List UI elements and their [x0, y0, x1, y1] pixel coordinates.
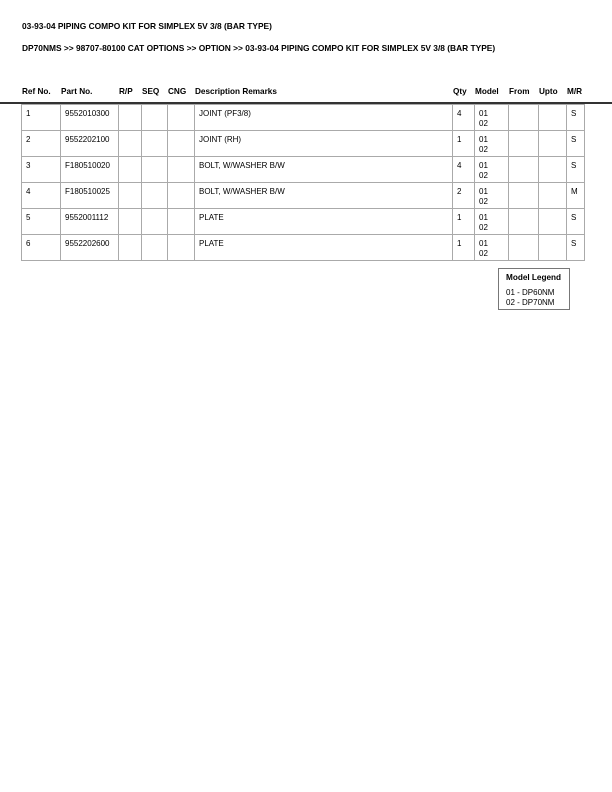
table-row[interactable]	[22, 131, 585, 157]
cell-rp	[119, 131, 142, 157]
cell-from	[509, 157, 539, 183]
cell-mr: S	[567, 157, 585, 183]
cell-seq	[142, 209, 168, 235]
cell-seq	[142, 157, 168, 183]
cell-model	[475, 209, 509, 235]
cell-description: PLATE	[195, 209, 453, 235]
model-code: 01	[479, 187, 488, 196]
model-legend-title: Model Legend	[506, 273, 562, 282]
cell-upto	[539, 105, 567, 131]
cell-ref-no: 6	[22, 235, 61, 261]
cell-upto	[539, 157, 567, 183]
cell-ref-no: 3	[22, 157, 61, 183]
page-title: 03-93-04 PIPING COMPO KIT FOR SIMPLEX 5V 3/8 (BAR TYPE)	[22, 21, 272, 31]
cell-from	[509, 235, 539, 261]
model-legend-item: 02 - DP70NM	[506, 298, 555, 307]
cell-upto	[539, 209, 567, 235]
cell-qty: 2	[453, 183, 475, 209]
cell-cng	[168, 235, 195, 261]
header-description: Description Remarks	[195, 87, 277, 96]
cell-part-no: 9552202100	[61, 131, 119, 157]
cell-description: JOINT (RH)	[195, 131, 453, 157]
model-code: 02	[479, 171, 488, 180]
table-row[interactable]	[22, 235, 585, 261]
header-from: From	[509, 87, 530, 96]
cell-model	[475, 131, 509, 157]
model-code: 01	[479, 109, 488, 118]
cell-mr: M	[567, 183, 585, 209]
cell-model	[475, 157, 509, 183]
cell-seq	[142, 131, 168, 157]
cell-mr: S	[567, 131, 585, 157]
header-model: Model	[475, 87, 499, 96]
cell-cng	[168, 209, 195, 235]
cell-description: BOLT, W/WASHER B/W	[195, 183, 453, 209]
cell-cng	[168, 105, 195, 131]
header-upto: Upto	[539, 87, 558, 96]
model-code: 01	[479, 213, 488, 222]
cell-ref-no: 2	[22, 131, 61, 157]
cell-description: JOINT (PF3/8)	[195, 105, 453, 131]
cell-rp	[119, 183, 142, 209]
cell-model	[475, 105, 509, 131]
table-row[interactable]	[22, 183, 585, 209]
model-code: 01	[479, 239, 488, 248]
cell-model	[475, 235, 509, 261]
cell-description: BOLT, W/WASHER B/W	[195, 157, 453, 183]
header-qty: Qty	[453, 87, 467, 96]
cell-ref-no: 1	[22, 105, 61, 131]
cell-rp	[119, 235, 142, 261]
model-legend-item: 01 - DP60NM	[506, 288, 555, 297]
parts-table	[21, 104, 585, 261]
cell-part-no: 9552010300	[61, 105, 119, 131]
table-row[interactable]	[22, 157, 585, 183]
cell-upto	[539, 131, 567, 157]
cell-mr: S	[567, 209, 585, 235]
cell-upto	[539, 235, 567, 261]
cell-rp	[119, 105, 142, 131]
header-mr: M/R	[567, 87, 583, 96]
cell-ref-no: 5	[22, 209, 61, 235]
model-code: 01	[479, 161, 488, 170]
cell-ref-no: 4	[22, 183, 61, 209]
model-code: 02	[479, 119, 488, 128]
cell-qty: 4	[453, 157, 475, 183]
cell-cng	[168, 131, 195, 157]
cell-part-no: F180510025	[61, 183, 119, 209]
cell-mr: S	[567, 105, 585, 131]
table-row[interactable]	[22, 105, 585, 131]
header-part-no: Part No.	[61, 87, 93, 96]
cell-qty: 1	[453, 209, 475, 235]
cell-cng	[168, 183, 195, 209]
cell-from	[509, 209, 539, 235]
cell-qty: 1	[453, 131, 475, 157]
cell-rp	[119, 157, 142, 183]
cell-part-no: 9552202600	[61, 235, 119, 261]
cell-model	[475, 183, 509, 209]
cell-from	[509, 131, 539, 157]
cell-mr: S	[567, 235, 585, 261]
cell-qty: 4	[453, 105, 475, 131]
breadcrumb: DP70NMS >> 98707-80100 CAT OPTIONS >> OPTION >> 03-93-04 PIPING COMPO KIT FOR SIMPLEX 5V 3/8 (BAR TYPE)	[22, 43, 496, 53]
cell-part-no: F180510020	[61, 157, 119, 183]
header-cng: CNG	[168, 87, 187, 96]
model-code: 02	[479, 145, 488, 154]
header-seq: SEQ	[142, 87, 160, 96]
cell-description: PLATE	[195, 235, 453, 261]
model-code: 02	[479, 197, 488, 206]
model-legend	[498, 268, 570, 310]
model-code: 01	[479, 135, 488, 144]
cell-from	[509, 105, 539, 131]
cell-seq	[142, 105, 168, 131]
cell-qty: 1	[453, 235, 475, 261]
model-code: 02	[479, 223, 488, 232]
cell-from	[509, 183, 539, 209]
model-code: 02	[479, 249, 488, 258]
cell-cng	[168, 157, 195, 183]
header-rp: R/P	[119, 87, 133, 96]
cell-upto	[539, 183, 567, 209]
cell-part-no: 9552001112	[61, 209, 119, 235]
cell-rp	[119, 209, 142, 235]
header-ref-no: Ref No.	[22, 87, 51, 96]
cell-seq	[142, 235, 168, 261]
cell-seq	[142, 183, 168, 209]
table-row[interactable]	[22, 209, 585, 235]
